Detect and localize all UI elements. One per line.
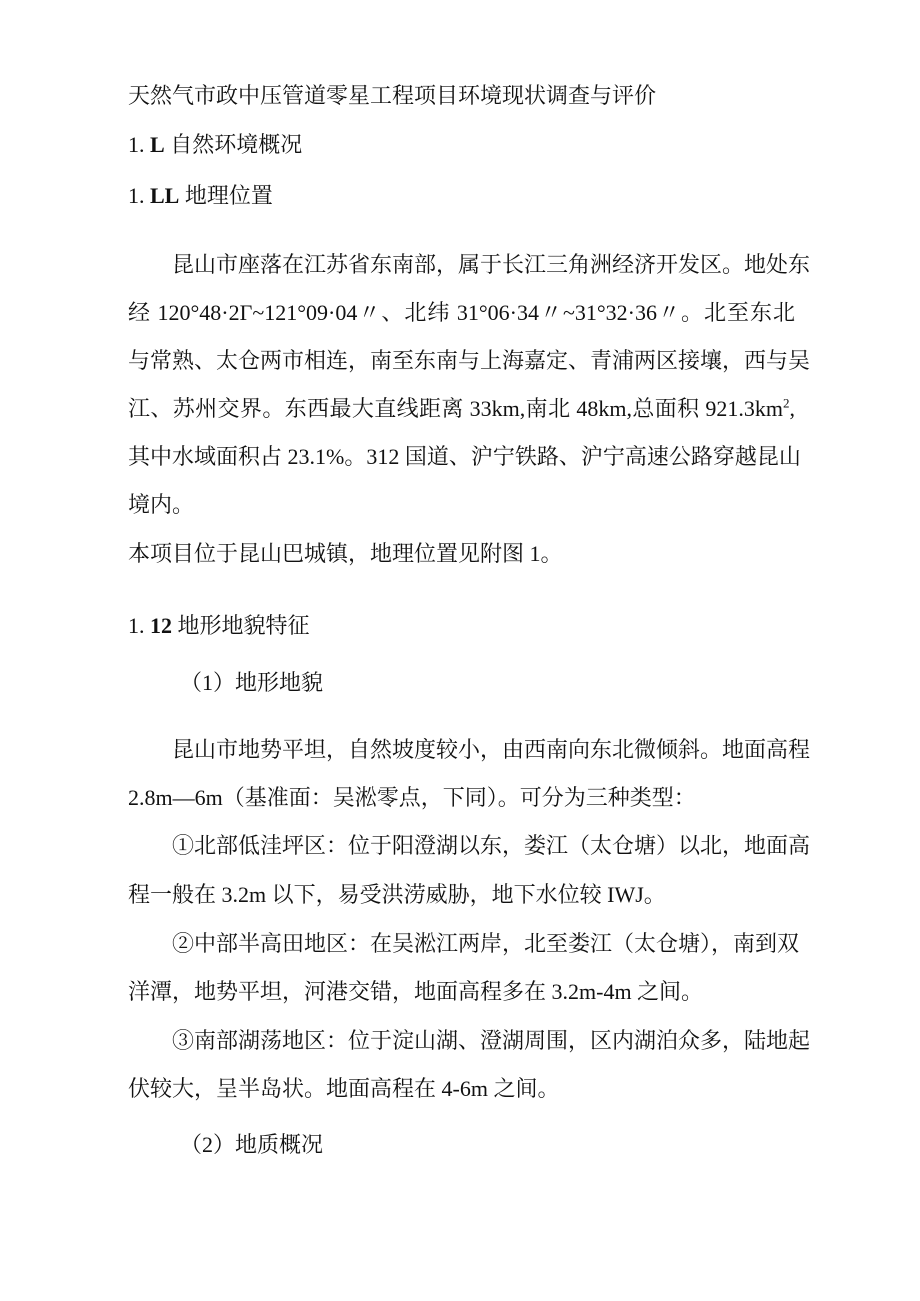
- subheading-terrain: （1）地形地貌: [180, 670, 324, 695]
- paragraph-line: 本项目位于昆山巴城镇，地理位置见附图 1。: [128, 541, 563, 566]
- list-item-line: 程一般在 3.2m 以下，易受洪涝威胁，地下水位较 IWJ。: [128, 882, 666, 907]
- heading-1-1-1: 1. LL 地理位置: [128, 183, 273, 208]
- paragraph-line: 昆山市座落在江苏省东南部，属于长江三角洲经济开发区。地处东: [172, 252, 811, 277]
- paragraph-line: 2.8m—6m（基准面：吴淞零点，下同）。可分为三种类型：: [128, 785, 696, 810]
- list-item-line: 洋潭，地势平坦，河港交错，地面高程多在 3.2m-4m 之间。: [128, 979, 704, 1004]
- list-item-line: ③南部湖荡地区：位于淀山湖、澄湖周围，区内湖泊众多，陆地起: [172, 1028, 811, 1053]
- document-title: 天然气市政中压管道零星工程项目环境现状调查与评价: [128, 83, 657, 108]
- paragraph-line: 昆山市地势平坦，自然坡度较小，由西南向东北微倾斜。地面高程: [172, 737, 811, 762]
- paragraph-line: 其中水域面积占 23.1%。312 国道、沪宁铁路、沪宁高速公路穿越昆山: [128, 444, 801, 469]
- heading-1-1-2: 1. 12 地形地貌特征: [128, 613, 310, 638]
- paragraph-line: 与常熟、太仓两市相连，南至东南与上海嘉定、青浦两区接壤，西与吴: [128, 348, 811, 373]
- list-item-line: 伏较大，呈半岛状。地面高程在 4-6m 之间。: [128, 1076, 560, 1101]
- list-item-line: ②中部半高田地区：在吴淞江两岸，北至娄江（太仓塘），南到双: [172, 931, 800, 956]
- subheading-geology: （2）地质概况: [180, 1132, 324, 1157]
- paragraph-line: 经 120°48·2Γ~121°09·04〃、北纬 31°06·34〃~31°32·36〃。北至东北: [128, 300, 795, 325]
- paragraph-line: 境内。: [128, 492, 195, 517]
- list-item-line: ①北部低洼坪区：位于阳澄湖以东，娄江（太仓塘）以北，地面高: [172, 833, 811, 858]
- paragraph-line: 江、苏州交界。东西最大直线距离 33km,南北 48km,总面积 $921.3km^2$,: [128, 395, 795, 421]
- heading-1-1: 1. L 自然环境概况: [128, 132, 303, 157]
